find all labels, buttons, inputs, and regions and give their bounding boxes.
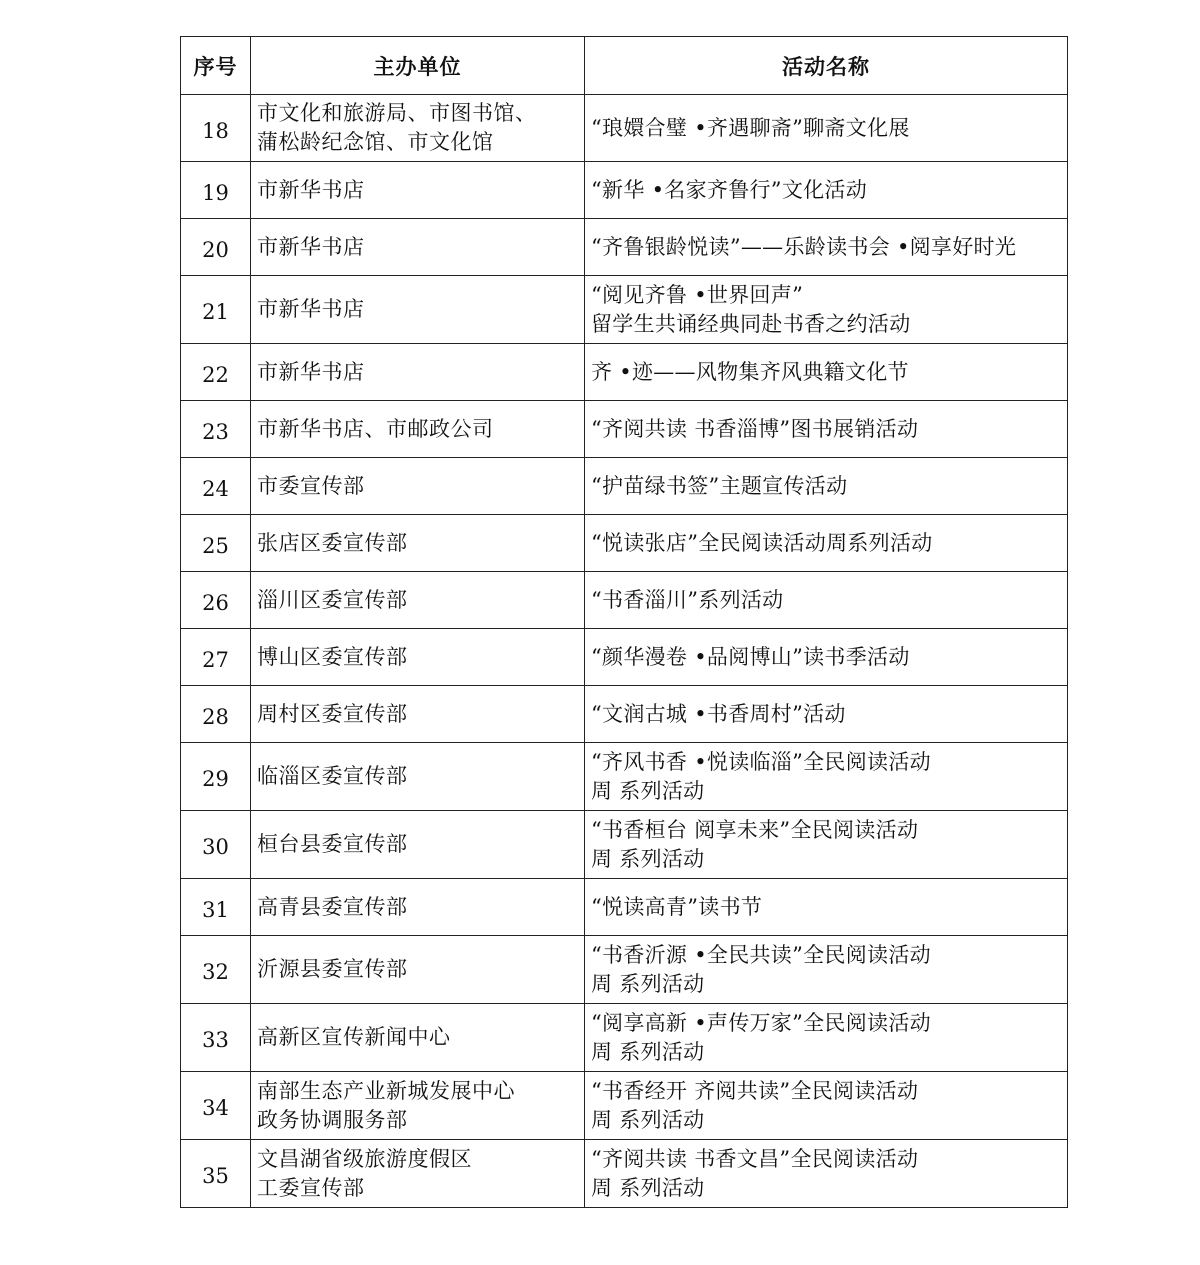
activity-cell xyxy=(585,879,1068,936)
organizer-line: 周村区委宣传部 xyxy=(257,701,408,726)
organizer-line: 市文化和旅游局、市图书馆、 xyxy=(257,101,537,125)
organizer-cell xyxy=(251,515,585,572)
header-organizer: 主办单位 xyxy=(251,37,585,95)
table-row xyxy=(181,936,1068,1004)
activity-cell xyxy=(585,572,1068,629)
organizer-cell xyxy=(251,458,585,515)
header-activity: 活动名称 xyxy=(585,37,1068,95)
organizer-line: 市新华书店、市邮政公司 xyxy=(257,416,494,441)
row-number: 20 xyxy=(181,219,251,276)
organizer-line: 工委宣传部 xyxy=(257,1175,365,1200)
row-number: 21 xyxy=(181,276,251,344)
table-row xyxy=(181,879,1068,936)
organizer-cell xyxy=(251,743,585,811)
table-row xyxy=(181,401,1068,458)
organizer-line: 高新区宣传新闻中心 xyxy=(257,1025,451,1049)
activity-table xyxy=(180,36,1068,1208)
organizer-line: 临淄区委宣传部 xyxy=(257,764,408,788)
row-number: 30 xyxy=(181,811,251,879)
activity-line: “悦读高青”读书节 xyxy=(591,894,763,919)
row-number: 29 xyxy=(181,743,251,811)
activity-line: “齐风书香 •悦读临淄”全民阅读活动 xyxy=(591,749,931,774)
activity-line: 周 系列活动 xyxy=(591,971,705,996)
row-number: 28 xyxy=(181,686,251,743)
organizer-line: 高青县委宣传部 xyxy=(257,894,408,919)
activity-cell xyxy=(585,686,1068,743)
activity-line: “文润古城 •书香周村”活动 xyxy=(591,701,846,726)
organizer-cell xyxy=(251,276,585,344)
organizer-line: 沂源县委宣传部 xyxy=(257,957,408,981)
row-number: 31 xyxy=(181,879,251,936)
activity-line: 周 系列活动 xyxy=(591,1107,705,1132)
activity-line: “护苗绿书签”主题宣传活动 xyxy=(591,473,848,498)
organizer-cell xyxy=(251,572,585,629)
table-row xyxy=(181,1072,1068,1140)
activity-line: “新华 •名家齐鲁行”文化活动 xyxy=(591,177,868,202)
activity-line: 周 系列活动 xyxy=(591,1039,705,1064)
header-row xyxy=(181,37,1068,95)
activity-cell xyxy=(585,743,1068,811)
row-number: 19 xyxy=(181,162,251,219)
row-number: 32 xyxy=(181,936,251,1004)
organizer-cell xyxy=(251,162,585,219)
table-row xyxy=(181,276,1068,344)
table-row xyxy=(181,572,1068,629)
organizer-line: 市新华书店 xyxy=(257,359,365,384)
activity-line: 留学生共诵经典同赴书香之约活动 xyxy=(591,311,911,336)
table-row xyxy=(181,95,1068,162)
organizer-line: 桓台县委宣传部 xyxy=(257,832,408,856)
row-number: 22 xyxy=(181,344,251,401)
organizer-cell xyxy=(251,401,585,458)
organizer-cell xyxy=(251,879,585,936)
activity-line: “齐阅共读 书香淄博”图书展销活动 xyxy=(591,416,919,441)
activity-cell xyxy=(585,95,1068,162)
table-row xyxy=(181,344,1068,401)
row-number: 35 xyxy=(181,1140,251,1208)
row-number: 26 xyxy=(181,572,251,629)
organizer-cell xyxy=(251,95,585,162)
activity-cell xyxy=(585,1072,1068,1140)
activity-cell xyxy=(585,629,1068,686)
activity-line: 周 系列活动 xyxy=(591,1175,705,1200)
activity-line: 周 系列活动 xyxy=(591,846,705,871)
organizer-cell xyxy=(251,629,585,686)
organizer-cell xyxy=(251,1140,585,1208)
organizer-line: 政务协调服务部 xyxy=(257,1107,408,1132)
activity-line: “齐鲁银龄悦读”——乐龄读书会 •阅享好时光 xyxy=(591,234,1017,259)
organizer-line: 市新华书店 xyxy=(257,297,365,321)
table-row xyxy=(181,629,1068,686)
organizer-line: 南部生态产业新城发展中心 xyxy=(257,1078,515,1103)
activity-cell xyxy=(585,344,1068,401)
row-number: 23 xyxy=(181,401,251,458)
activity-cell xyxy=(585,162,1068,219)
activity-cell xyxy=(585,936,1068,1004)
organizer-cell xyxy=(251,686,585,743)
organizer-cell xyxy=(251,1004,585,1072)
activity-line: “颜华漫卷 •品阅博山”读书季活动 xyxy=(591,644,910,669)
row-number: 18 xyxy=(181,95,251,162)
table-row xyxy=(181,686,1068,743)
activity-cell xyxy=(585,276,1068,344)
activity-line: “琅嬛合璧 •齐遇聊斋”聊斋文化展 xyxy=(591,115,910,140)
activity-cell xyxy=(585,811,1068,879)
organizer-line: 文昌湖省级旅游度假区 xyxy=(257,1146,472,1171)
activity-line: “阅享高新 •声传万家”全民阅读活动 xyxy=(591,1010,931,1035)
activity-cell xyxy=(585,458,1068,515)
organizer-line: 博山区委宣传部 xyxy=(257,644,408,669)
table-row xyxy=(181,162,1068,219)
activity-line: “书香桓台 阅享未来”全民阅读活动 xyxy=(591,817,919,842)
organizer-line: 市新华书店 xyxy=(257,177,365,202)
row-number: 34 xyxy=(181,1072,251,1140)
row-number: 27 xyxy=(181,629,251,686)
table-row xyxy=(181,219,1068,276)
table-row xyxy=(181,458,1068,515)
activity-cell xyxy=(585,1140,1068,1208)
table-row xyxy=(181,811,1068,879)
activity-line: “悦读张店”全民阅读活动周系列活动 xyxy=(591,530,933,555)
activity-cell xyxy=(585,219,1068,276)
table-row xyxy=(181,1004,1068,1072)
organizer-line: 市新华书店 xyxy=(257,234,365,259)
activity-line: “书香沂源 •全民共读”全民阅读活动 xyxy=(591,942,931,967)
activity-cell xyxy=(585,1004,1068,1072)
table-row xyxy=(181,515,1068,572)
table-row xyxy=(181,743,1068,811)
row-number: 25 xyxy=(181,515,251,572)
activity-line: “书香经开 齐阅共读”全民阅读活动 xyxy=(591,1078,919,1103)
organizer-cell xyxy=(251,219,585,276)
table-row xyxy=(181,1140,1068,1208)
organizer-cell xyxy=(251,344,585,401)
row-number: 24 xyxy=(181,458,251,515)
activity-line: 周 系列活动 xyxy=(591,778,705,803)
activity-line: “书香淄川”系列活动 xyxy=(591,587,784,612)
table-header xyxy=(181,37,1068,95)
organizer-line: 淄川区委宣传部 xyxy=(257,587,408,612)
organizer-cell xyxy=(251,1072,585,1140)
organizer-line: 蒲松龄纪念馆、市文化馆 xyxy=(257,130,494,154)
table-body xyxy=(181,95,1068,1208)
organizer-line: 市委宣传部 xyxy=(257,473,365,498)
activity-line: “齐阅共读 书香文昌”全民阅读活动 xyxy=(591,1146,919,1171)
header-number: 序号 xyxy=(181,37,251,95)
organizer-line: 张店区委宣传部 xyxy=(257,530,408,555)
activity-cell xyxy=(585,401,1068,458)
organizer-cell xyxy=(251,811,585,879)
activity-line: “阅见齐鲁 •世界回声” xyxy=(591,282,804,307)
activity-cell xyxy=(585,515,1068,572)
row-number: 33 xyxy=(181,1004,251,1072)
organizer-cell xyxy=(251,936,585,1004)
activity-line: 齐 •迹——风物集齐风典籍文化节 xyxy=(591,359,909,384)
